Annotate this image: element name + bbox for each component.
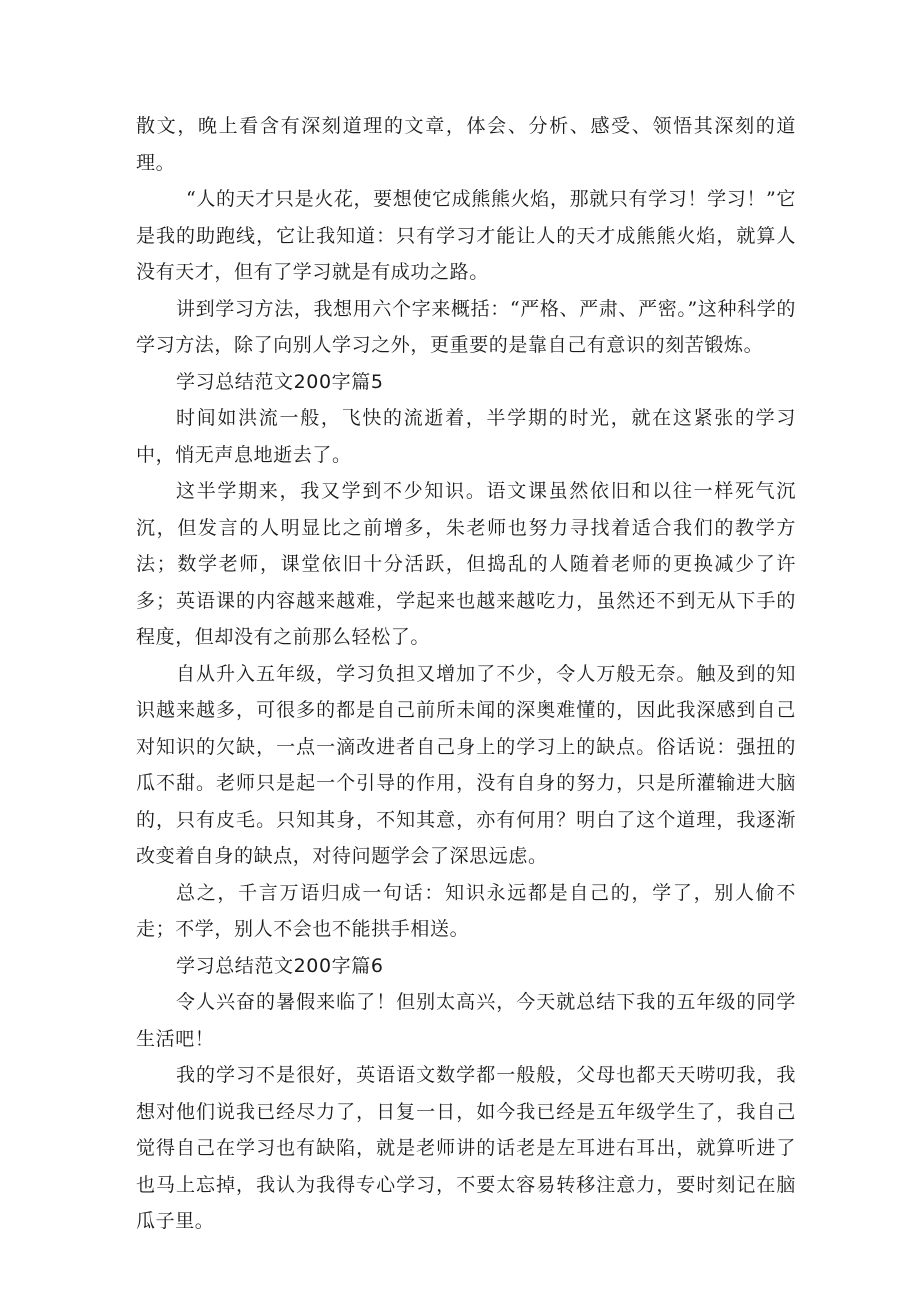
document-page <box>136 108 796 1240</box>
paragraph-time: 时间如洪流一般，飞快的流逝着，半学期的时光，就在这紧张的学习中，悄无声息地逝去了。 <box>136 407 796 466</box>
paragraph-study-method: 讲到学习方法，我想用六个字来概括：“严格、严肃、严密。”这种科学的学习方法，除了向别人学习之外，更重要的是靠自己有意识的刻苦锻炼。 <box>136 297 796 356</box>
paragraph-quote: “人的天才只是火花，要想使它成熊熊火焰，那就只有学习！学习！”它是我的助跑线，它让我知道：只有学习才能让人的天才成熊熊火焰，就算人没有天才，但有了学习就是有成功之路。 <box>136 188 796 283</box>
paragraph-fifth-grade: 自从升入五年级，学习负担又增加了不少，令人万般无奈。触及到的知识越来越多，可很多的都是自己前所未闻的深奥难懂的，因此我深感到自己对知识的欠缺，一点一滴改进者自己身上的学习上的缺点。俗话说：强扭的瓜不甜。老师只是起一个引导的作用，没有自身的努力，只是所灌输进大脑的，只有皮毛。只知其身，不知其意，亦有何用？明白了这个道理，我逐渐改变着自身的缺点，对待问题学会了深思远虑。 <box>136 662 796 867</box>
section-heading-6: 学习总结范文200字篇6 <box>176 954 384 977</box>
paragraph-my-study: 我的学习不是很好，英语语文数学都一般般，父母也都天天唠叨我，我想对他们说我已经尽力了，日复一日，如今我已经是五年级学生了，我自己觉得自己在学习也有缺陷，就是老师讲的话老是左耳进右耳出，就算听进了也马上忘掉，我认为我得专心学习，不要太容易转移注意力，要时刻记在脑瓜子里。 <box>136 1064 796 1232</box>
paragraph-semester: 这半学期来，我又学到不少知识。语文课虽然依旧和以往一样死气沉沉，但发言的人明显比之前增多，朱老师也努力寻找着适合我们的教学方法；数学老师，课堂依旧十分活跃，但捣乱的人随着老师的更换减少了许多；英语课的内容越来越难，学起来也越来越吃力，虽然还不到无从下手的程度，但却没有之前那么轻松了。 <box>136 480 796 648</box>
paragraph-conclusion: 总之，千言万语归成一句话：知识永远都是自己的，学了，别人偷不走；不学，别人不会也不能拱手相送。 <box>136 881 796 940</box>
paragraph-summer: 令人兴奋的暑假来临了！但别太高兴，今天就总结下我的五年级的同学生活吧！ <box>136 991 796 1050</box>
paragraph-continuation: 散文，晚上看含有深刻道理的文章，体会、分析、感受、领悟其深刻的道理。 <box>136 115 796 174</box>
section-heading-5: 学习总结范文200字篇5 <box>176 370 384 393</box>
